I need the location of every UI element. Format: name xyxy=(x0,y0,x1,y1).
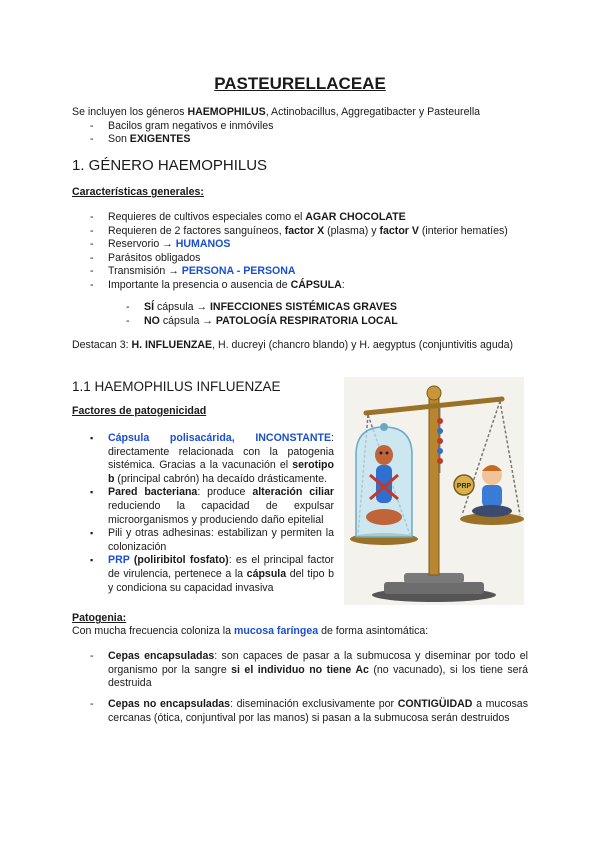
list-item: - Requieren de 2 factores sanguíneos, factor X (plasma) y factor V (interior hematíes) xyxy=(90,224,508,237)
subheading-patogenia: Patogenia: xyxy=(72,612,127,624)
list-item: ▪ Cápsula polisacárida, INCONSTANTE: directamente relacionada con la patogenia sistémica. Gracias a la vacunación el serotipo b (principal cabrón) ha decaído drásticamente. xyxy=(90,432,334,485)
list-item: - Parásitos obligados xyxy=(90,251,201,264)
list-item: - Reservorio → HUMANOS xyxy=(90,238,231,251)
strain-list-2 xyxy=(72,698,528,725)
factors-list xyxy=(72,432,334,595)
list-item: - Cepas encapsuladas: son capaces de pasar a la submucosa y diseminar por todo el organismo por la sangre si el individuo no tiene Ac (no vacunado), si los tiene será destruida xyxy=(90,650,529,690)
balance-scale-svg xyxy=(344,377,524,605)
list-item: - Importante la presencia o ausencia de CÁPSULA: xyxy=(90,278,345,291)
list-item: - Requieres de cultivos especiales como el AGAR CHOCOLATE xyxy=(90,211,406,223)
intro-line: Se incluyen los géneros HAEMOPHILUS, Actinobacillus, Aggregatibacter y Pasteurella xyxy=(72,106,481,118)
patogenia-intro: Con mucha frecuencia coloniza la mucosa faríngea de forma asintomática: xyxy=(72,625,429,637)
strain-list xyxy=(72,650,528,691)
list-item: ▪ Pared bacteriana: produce alteración ciliar reduciendo la capacidad de expulsar microorganismos y produciendo daño epitelial xyxy=(90,486,334,526)
list-item: ▪ PRP (poliribitol fosfato): es el principal factor de virulencia, pertenece a la cápsula del tipo b y condiciona su capacidad invasiva xyxy=(90,554,334,594)
list-item: - Cepas no encapsuladas: diseminación exclusivamente por CONTIGÜIDAD a mucosas cercanas (ótica, conjuntival por las manos) si pasan a la submucosa serán destruidos xyxy=(90,698,528,724)
subheading-caracteristicas: Características generales: xyxy=(72,186,204,198)
section-heading: 1.1 HAEMOPHILUS INFLUENZAE xyxy=(72,379,281,394)
list-item: ▪ Pili y otras adhesinas: estabilizan y permiten la colonización xyxy=(90,527,334,553)
list-item: - Son EXIGENTES xyxy=(90,133,191,146)
section-heading: 1. GÉNERO HAEMOPHILUS xyxy=(72,157,268,174)
list-item: - Transmisión → PERSONA - PERSONA xyxy=(90,265,296,278)
list-item: - Bacilos gram negativos e inmóviles xyxy=(90,119,274,132)
page-title: PASTEURELLACEAE xyxy=(214,74,386,93)
destacan-paragraph: Destacan 3: H. INFLUENZAE, H. ducreyi (chancro blando) y H. aegyptus (conjuntivitis aguda) xyxy=(72,339,514,351)
list-item: - SÍ cápsula → INFECCIONES SISTÉMICAS GRAVES xyxy=(126,301,397,313)
prp-label: PRP xyxy=(456,483,472,490)
capsule-sublist xyxy=(72,301,528,328)
balance-scale-illustration xyxy=(344,377,524,605)
list-item: - NO cápsula → PATOLOGÍA RESPIRATORIA LOCAL xyxy=(126,314,398,327)
intro-block xyxy=(72,106,528,147)
subheading-factores: Factores de patogenicidad xyxy=(72,405,207,417)
characteristics-list xyxy=(72,211,528,293)
